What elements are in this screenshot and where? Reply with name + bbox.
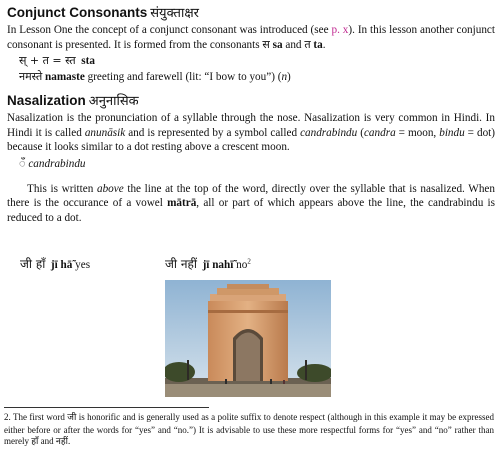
conjunct-formula	[7, 53, 495, 69]
consonant-sa-deva: स	[262, 37, 270, 51]
india-gate-illustration	[165, 280, 331, 397]
footnote-text: is honorific and is generally used as a polite suffix to denote respect (although in this example it may be expressed either before or after the words for “yes” and “no.”) It is advisable to use these more respectful forms for “yes” and “no” rather than merely	[4, 412, 494, 446]
term-anunasik: anunāsik	[84, 126, 126, 139]
consonant-ta-deva: त	[304, 37, 311, 51]
para-text: = dot) because it looks similar to a dot resting above a crescent moon.	[7, 126, 495, 153]
textbook-page	[7, 4, 495, 225]
example-yes	[20, 255, 90, 272]
yes-gloss: yes	[75, 259, 91, 271]
example-namaste	[7, 69, 495, 85]
no-gloss: no	[236, 259, 248, 271]
footnote-marker[interactable]: 2	[247, 257, 251, 266]
footnote-text: and	[38, 436, 56, 446]
example-no	[165, 255, 251, 272]
no-devanagari: जी नहीं	[165, 257, 197, 271]
formula-devanagari: स् + त = स्त	[19, 54, 76, 67]
yes-roman: jī hā̃	[50, 259, 73, 271]
heading-devanagari: संयुक्ताक्षर	[150, 6, 199, 21]
paren-close: )	[287, 71, 291, 83]
example-gloss: greeting and farewell (lit: “I bow to you”) (	[87, 71, 282, 83]
footnote-text: .	[67, 436, 71, 446]
para-text: ). In this lesson another conjunct consonant is presented. It is formed from the consonants	[7, 24, 495, 51]
part-of-speech: n	[281, 71, 288, 83]
term-candra: candra	[363, 126, 396, 139]
heading-text: Conjunct Consonants	[7, 5, 148, 20]
page-link[interactable]: p. x	[331, 24, 349, 36]
section-heading-conjunct	[7, 4, 495, 23]
candrabindu-label: candrabindu	[28, 157, 86, 170]
term-bindu: bindu	[439, 126, 465, 139]
heading-text: Nasalization	[7, 93, 86, 108]
para-text: = moon,	[395, 126, 440, 139]
formula-roman: sta	[81, 55, 95, 67]
example-devanagari: नमस्ते	[19, 70, 43, 83]
para-text: Nasalization is the pronunciation of a syllable through the nose. Nasalization is very common in Hindi. In Hindi it is called	[7, 112, 495, 139]
consonant-sa-roman: sa	[272, 38, 283, 51]
footnote-number: 2.	[4, 412, 11, 422]
no-roman: jī nahī̃	[202, 259, 234, 271]
footnote-text: The first word	[10, 412, 68, 422]
heading-devanagari: अनुनासिक	[88, 94, 139, 109]
conjunct-paragraph: In Lesson One the concept of a conjunct consonant was introduced (see p. x). In this lesson another conjunct consonant is presented. It is formed from the consonants स sa and त ta.	[7, 24, 495, 51]
conjunction-text: and	[285, 38, 302, 51]
yes-devanagari: जी हाँ	[20, 257, 46, 271]
nasalization-paragraph	[7, 111, 495, 155]
para-text: In Lesson One the concept of a conjunct consonant was introduced (see	[7, 24, 332, 36]
candrabindu-symbol: ँ	[19, 156, 26, 170]
term-matra: mātrā	[167, 197, 197, 209]
candrabindu-paragraph	[7, 182, 495, 226]
candrabindu-symbol-line	[7, 155, 495, 173]
consonant-ta-roman: ta	[313, 38, 323, 51]
para-text: and is represented by a symbol called	[125, 126, 301, 139]
word-haan: हाँ	[31, 437, 39, 447]
para-text: the line at the top of the word, directly over the syllable that is nasalized. When there is the occurance of a vowel	[7, 182, 495, 209]
emphasis-above: above	[96, 182, 124, 195]
section-heading-nasalization	[7, 92, 495, 111]
para-text: This is written	[27, 182, 97, 195]
india-gate-photo	[165, 280, 331, 397]
footnote-rule	[4, 407, 209, 408]
word-nahin: नहीं	[55, 437, 68, 447]
para-text: , all or part of which appears above the line, the candrabindu is reduced to a dot.	[7, 197, 495, 224]
footnote	[4, 412, 494, 449]
example-roman: namaste	[45, 71, 85, 83]
term-candrabindu: candrabindu	[300, 126, 358, 139]
para-text: (	[357, 126, 364, 139]
word-ji: जी	[67, 413, 77, 423]
